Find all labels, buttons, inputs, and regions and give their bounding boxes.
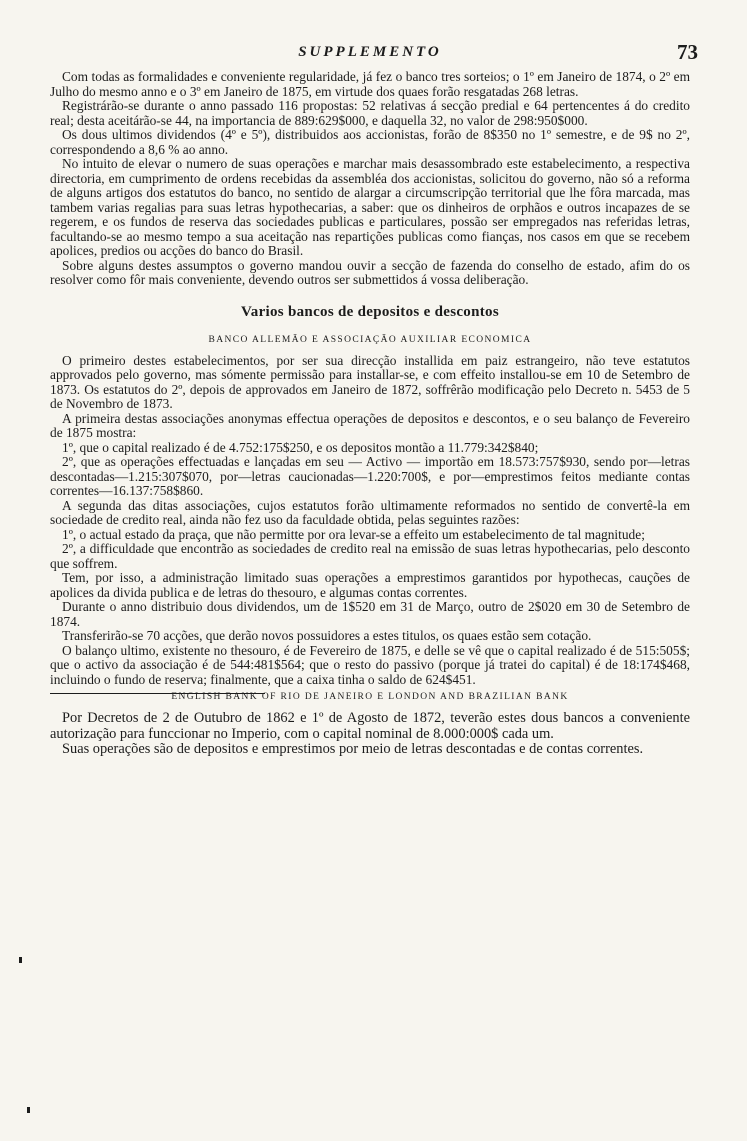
paragraph: Sobre alguns destes assumptos o governo mandou ouvir a secção de fazenda do conselho de estado, afim do os resolver como fôr mais conveniente, devendo outros ser submettidos á vossa deliberação. bbox=[50, 257, 690, 287]
running-header bbox=[50, 40, 698, 70]
paragraph: O balanço ultimo, existente no thesouro, é de Fevereiro de 1875, e delle se vê que o capital realizado é de 515:505$; que o activo da associação é de 544:481$564; que o resto do passivo (porque já tratei do capital) é de 18:174$468, incluindo o fundo de reserva; finalmente, que a caixa tinha o saldo de 624$451. bbox=[50, 642, 690, 687]
running-title: SUPPLEMENTO bbox=[298, 44, 442, 60]
paragraph: Transferirão-se 70 acções, que derão novos possuidores a estes titulos, os quaes estão sem cotação. bbox=[62, 628, 592, 643]
paragraph: O primeiro destes estabelecimentos, por ser sua direcção installida em paiz estrangeiro, não teve estatutos approvados pelo governo, mas sómente permissão para installar-se, e com effeito installou-se em 10 de Setembro de 1873. Os estatutos do 2º, depois de approvados em Janeiro de 1872, soffrêrão modificação pelo Decreto n. 5453 de 5 de Novembro de 1873. bbox=[50, 352, 690, 411]
margin-mark bbox=[19, 957, 22, 963]
document-page bbox=[50, 40, 698, 758]
paragraph: 2º, que as operações effectuadas e lançadas em seu — Activo — importão em 18.573:757$930, sendo por—letras descontadas—1.215:307$070, por—letras caucionadas—1.220:700$, e por—emprestimos feitos mediante contas correntes—16.137:758$860. bbox=[50, 454, 690, 498]
paragraph: No intuito de elevar o numero de suas operações e marchar mais desassombrado este estabelecimento, a respectiva directoria, em cumprimento de ordens recebidas da assembléa dos accionistas, solicitou do governo, não só a reforma de alguns artigos dos estatutos do banco, no sentido de alargar a circumscripção territorial que lhe fôra marcada, mas tambem varias regalias para suas letras hypothecarias, a saber: que os dinheiros de orphãos e outros incapazes de se regerem, e os fundos de reserva das sociedades publicas e particulares, possão ser empregados nas referidas letras, facultando-se ao mesmo tempo a sua aceitação nas repartições publicas como fianças, nos casos em que se recebem apolices, predios ou acções do banco do Brasil. bbox=[50, 156, 690, 258]
paragraph: Registrárão-se durante o anno passado 116 propostas: 52 relativas á secção predial e 64 pertencentes á do credito real; desta aceitárão-se 44, na importancia de 889:629$000, e daquella 32, no valor de 298:950$000. bbox=[50, 98, 690, 128]
paragraph: A segunda das ditas associações, cujos estatutos forão ultimamente reformados no sentido de convertê-la em sociedade de credito real, ainda não fez uso da faculdade obtida, pelas seguintes razões: bbox=[50, 497, 690, 527]
paragraph: 2º, a difficuldade que encontrão as sociedades de credito real na emissão de suas letras hypothecarias, pelo desconto que soffrem. bbox=[50, 541, 690, 571]
paragraph: Com todas as formalidades e conveniente regularidade, já fez o banco tres sorteios; o 1º em Janeiro de 1874, o 2º em Julho do mesmo anno e o 3º em Janeiro de 1875, em virtude dos quaes forão resgatadas 268 letras. bbox=[50, 69, 690, 99]
subsection-title: ENGLISH BANK OF RIO DE JANEIRO E LONDON AND BRAZILIAN BANK bbox=[171, 692, 569, 702]
paragraph: Tem, por isso, a administração limitado suas operações a emprestimos garantidos por hypothecas, cauções de apolices da divida publica e de letras do thesouro, e algumas contas correntes. bbox=[50, 570, 690, 600]
subsection-title: BANCO ALLEMÃO E ASSOCIAÇÃO AUXILIAR ECONOMICA bbox=[208, 334, 532, 345]
page-number: 73 bbox=[677, 40, 698, 64]
paragraph: 1º, o actual estado da praça, que não permitte por ora levar-se a effeito um estabelecimento de tal magnitude; bbox=[62, 526, 645, 542]
paragraph: Por Decretos de 2 de Outubro de 1862 e 1º de Agosto de 1872, teverão estes dous bancos a conveniente autorização para funccionar no Imperio, com o capital nominal de 8.000:000$ cada um. bbox=[50, 710, 690, 742]
paragraph: 1º, que o capital realizado é de 4.752:175$250, e os depositos montão a 11.779:342$840; bbox=[62, 439, 539, 455]
section-title: Varios bancos de depositos e descontos bbox=[241, 303, 499, 320]
paragraph: A primeira destas associações anonymas effectua operações de depositos e descontos, e o seu balanço de Fevereiro de 1875 mostra: bbox=[50, 410, 690, 440]
margin-mark bbox=[27, 1107, 30, 1113]
paragraph: Os dous ultimos dividendos (4º e 5º), distribuidos aos accionistas, forão de 8$350 no 1º semestre, e de 9$ no 2º, correspondendo a 8,6 % ao anno. bbox=[50, 127, 690, 157]
paragraph: Suas operações são de depositos e emprestimos por meio de letras descontadas e de contas correntes. bbox=[62, 741, 644, 757]
paragraph: Durante o anno distribuio dous dividendos, um de 1$520 em 31 de Março, outro de 2$020 em 30 de Setembro de 1874. bbox=[50, 599, 690, 629]
